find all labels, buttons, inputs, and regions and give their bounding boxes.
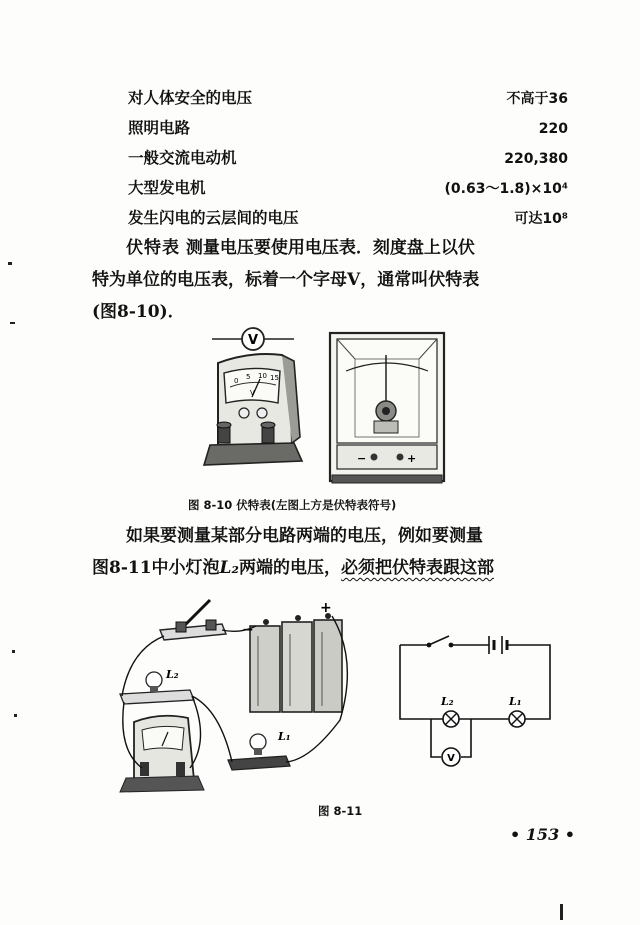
figure-8-10 <box>190 325 455 490</box>
figure-8-11-drawing <box>110 590 360 795</box>
paragraph-line <box>92 552 572 584</box>
page-number: • 153 • <box>510 825 575 844</box>
voltmeter-symbol <box>442 748 460 766</box>
row-value: 不高于36 <box>506 91 568 107</box>
battery-pack <box>242 600 342 712</box>
voltmeter-photo <box>330 333 444 483</box>
dial-unit: V <box>250 389 255 397</box>
voltmeter-paragraph <box>92 232 572 328</box>
dial-mark: 5 <box>246 373 251 381</box>
voltage-table <box>128 86 568 236</box>
voltmeter-drawing <box>204 354 302 465</box>
knife-switch <box>160 600 226 640</box>
scan-mark <box>560 904 563 920</box>
voltmeter <box>120 716 204 792</box>
table-row <box>128 86 568 116</box>
lamp-label: L₂ <box>441 695 454 708</box>
meter-letter: V <box>447 753 455 764</box>
lamp-l2 <box>120 668 194 704</box>
term-voltmeter: 伏特表 <box>126 238 180 258</box>
lamp-l1 <box>228 730 291 770</box>
figure-8-10-caption: 图 8-10 伏特表(左图上方是伏特表符号) <box>188 498 397 512</box>
figure-8-11-caption: 图 8-11 <box>318 804 363 818</box>
paragraph-line: 特为单位的电压表，标着一个字母V，通常叫伏特表 <box>92 270 480 290</box>
paragraph-line <box>92 520 572 552</box>
scan-mark <box>8 262 12 265</box>
battery-minus-label: − <box>242 622 254 638</box>
underlined-text: 必须把伏特表跟这部 <box>340 558 494 578</box>
circuit-wires <box>400 645 550 757</box>
lamp-l1-symbol <box>508 695 525 727</box>
table-row <box>128 146 568 176</box>
paragraph-line: (图8-10)． <box>92 302 185 322</box>
terminal-label: − <box>357 452 367 465</box>
lamp-variable: L₂ <box>219 558 239 578</box>
line-text: 图8-11中小灯泡 <box>92 558 220 578</box>
row-item: 照明电路 <box>128 118 191 137</box>
row-value: 220,380 <box>504 151 568 167</box>
symbol-letter: V <box>247 333 259 348</box>
lamp-label: L₂ <box>166 668 179 681</box>
table-row <box>128 176 568 206</box>
scan-mark <box>14 714 17 717</box>
measurement-paragraph <box>92 520 572 584</box>
voltmeter-symbol <box>212 328 294 350</box>
battery-plus-label: + <box>320 600 332 616</box>
lamp-l2-symbol <box>440 695 459 727</box>
dial-mark: 10 <box>258 372 267 380</box>
dial-mark: 15 <box>270 374 279 382</box>
switch-symbol <box>427 636 454 647</box>
row-value: 可达10⁸ <box>514 211 568 227</box>
row-value: 220 <box>538 121 568 137</box>
battery-symbol <box>489 636 507 654</box>
row-item: 大型发电机 <box>128 178 206 197</box>
scan-mark <box>10 322 15 324</box>
lamp-label: L₁ <box>509 695 522 708</box>
figure-8-11-schematic <box>395 625 560 775</box>
line-text: 测量电压要使用电压表．刻度盘上以伏 <box>180 238 475 258</box>
row-value: (0.63～1.8)×10⁴ <box>444 181 568 197</box>
table-row <box>128 116 568 146</box>
line-text: 两端的电压， <box>238 558 341 578</box>
row-item: 发生闪电的云层间的电压 <box>128 208 299 227</box>
dial-mark: 0 <box>234 377 239 385</box>
row-item: 对人体安全的电压 <box>128 88 253 107</box>
lamp-label: L₁ <box>278 730 291 743</box>
row-item: 一般交流电动机 <box>128 148 237 167</box>
paragraph-line <box>92 232 572 264</box>
scan-mark <box>12 650 15 653</box>
terminal-label: + <box>407 452 417 465</box>
line-text: 如果要测量某部分电路两端的电压，例如要测量 <box>126 526 483 546</box>
